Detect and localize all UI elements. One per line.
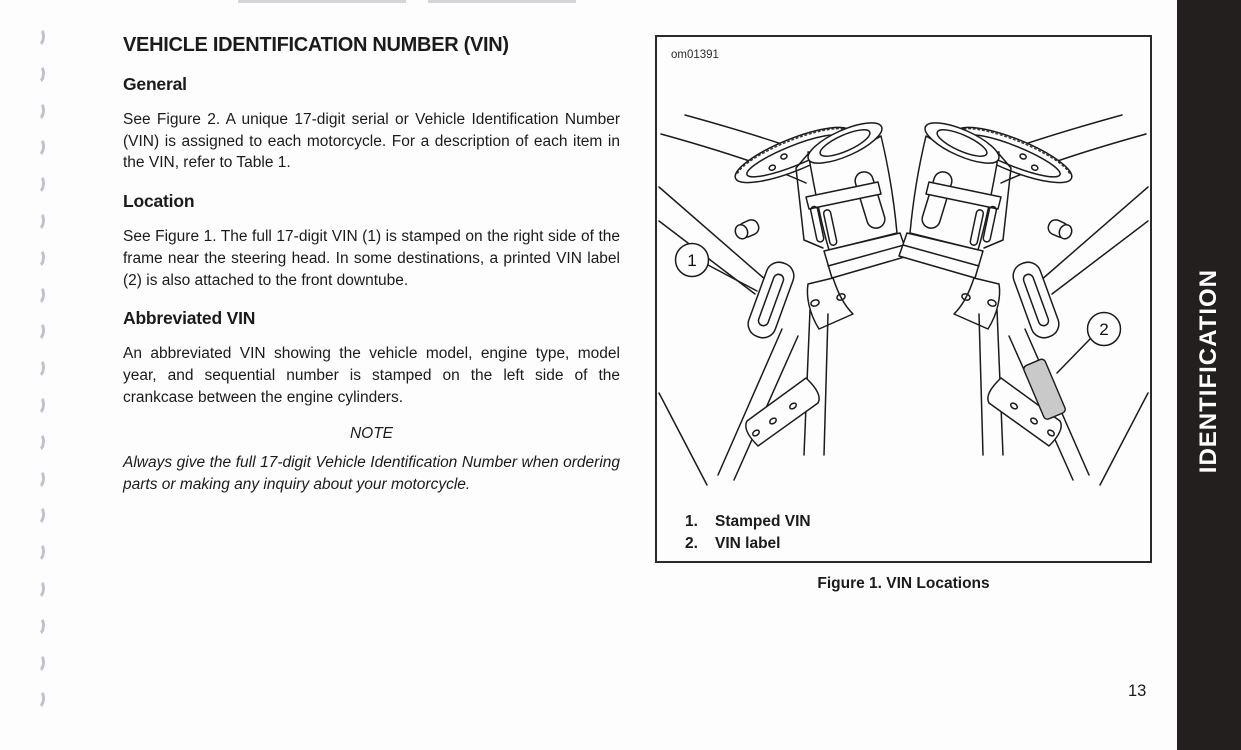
legend-item-number: 2.	[685, 535, 698, 552]
page-number: 13	[1128, 682, 1147, 700]
binding-strip	[0, 0, 60, 750]
section-body-location: See Figure 1. The full 17-digit VIN (1) is stamped on the right side of the frame near the steering head. In some destinations, a printed VIN label (2) is also attached to the front downtube.	[123, 228, 620, 289]
binding-mark	[30, 63, 46, 84]
binding-mark	[30, 358, 46, 379]
binding-mark	[30, 652, 46, 673]
scan-edge-artifact	[428, 0, 576, 3]
vin-locations-diagram	[657, 37, 1150, 561]
legend-item-label: VIN label	[715, 535, 781, 552]
legend-item	[685, 533, 811, 555]
binding-mark	[30, 578, 46, 599]
thumb-tab-label: IDENTIFICATION	[1195, 268, 1222, 474]
figure-caption: Figure 1. VIN Locations	[817, 575, 990, 592]
binding-mark	[30, 542, 46, 563]
binding-mark	[30, 468, 46, 489]
binding-mark	[30, 210, 46, 231]
identification-thumb-tab	[1177, 0, 1241, 750]
binding-mark	[30, 26, 46, 47]
section-heading-general: General	[123, 74, 187, 94]
callout-2-number: 2	[1099, 320, 1109, 339]
legend-item-label: Stamped VIN	[715, 513, 811, 530]
binding-mark	[30, 321, 46, 342]
callout-2-leader	[1057, 338, 1091, 373]
binding-mark	[30, 247, 46, 268]
right-frame-view	[899, 115, 1148, 485]
binding-mark	[30, 394, 46, 415]
section-heading-abbreviated-vin: Abbreviated VIN	[123, 308, 256, 329]
binding-mark	[30, 505, 46, 526]
scan-edge-artifact	[238, 0, 406, 3]
figure-area	[655, 35, 1152, 593]
binding-mark	[30, 431, 46, 452]
note-body: Always give the full 17-digit Vehicle Identification Number when ordering parts or making any inquiry about your motorcycle.	[123, 454, 620, 494]
section-body-general: See Figure 2. A unique 17-digit serial or Vehicle Identification Number (VIN) is assigned to each motorcycle. For a description of each item in the VIN, refer to Table 1.	[123, 111, 620, 172]
callout-1-number: 1	[687, 251, 697, 270]
binding-mark	[30, 174, 46, 195]
callout-1-leader	[708, 265, 757, 291]
legend-item-number: 1.	[685, 513, 698, 530]
legend-item	[685, 511, 811, 533]
binding-mark	[30, 284, 46, 305]
binding-mark	[30, 100, 46, 121]
binding-mark	[30, 615, 46, 636]
binding-mark	[30, 137, 46, 158]
figure-box	[655, 35, 1152, 563]
binding-mark	[30, 689, 46, 710]
page-title: VEHICLE IDENTIFICATION NUMBER (VIN)	[123, 34, 509, 56]
left-frame-view	[659, 115, 908, 485]
section-body-abbreviated-vin: An abbreviated VIN showing the vehicle model, engine type, model year, and sequential number is stamped on the left side of the crankcase between the engine cylinders.	[123, 345, 620, 406]
section-heading-location: Location	[123, 191, 195, 212]
figure-legend	[685, 511, 811, 555]
note-heading: NOTE	[349, 425, 394, 443]
text-column	[123, 33, 620, 496]
figure-image-code: om01391	[671, 49, 719, 61]
